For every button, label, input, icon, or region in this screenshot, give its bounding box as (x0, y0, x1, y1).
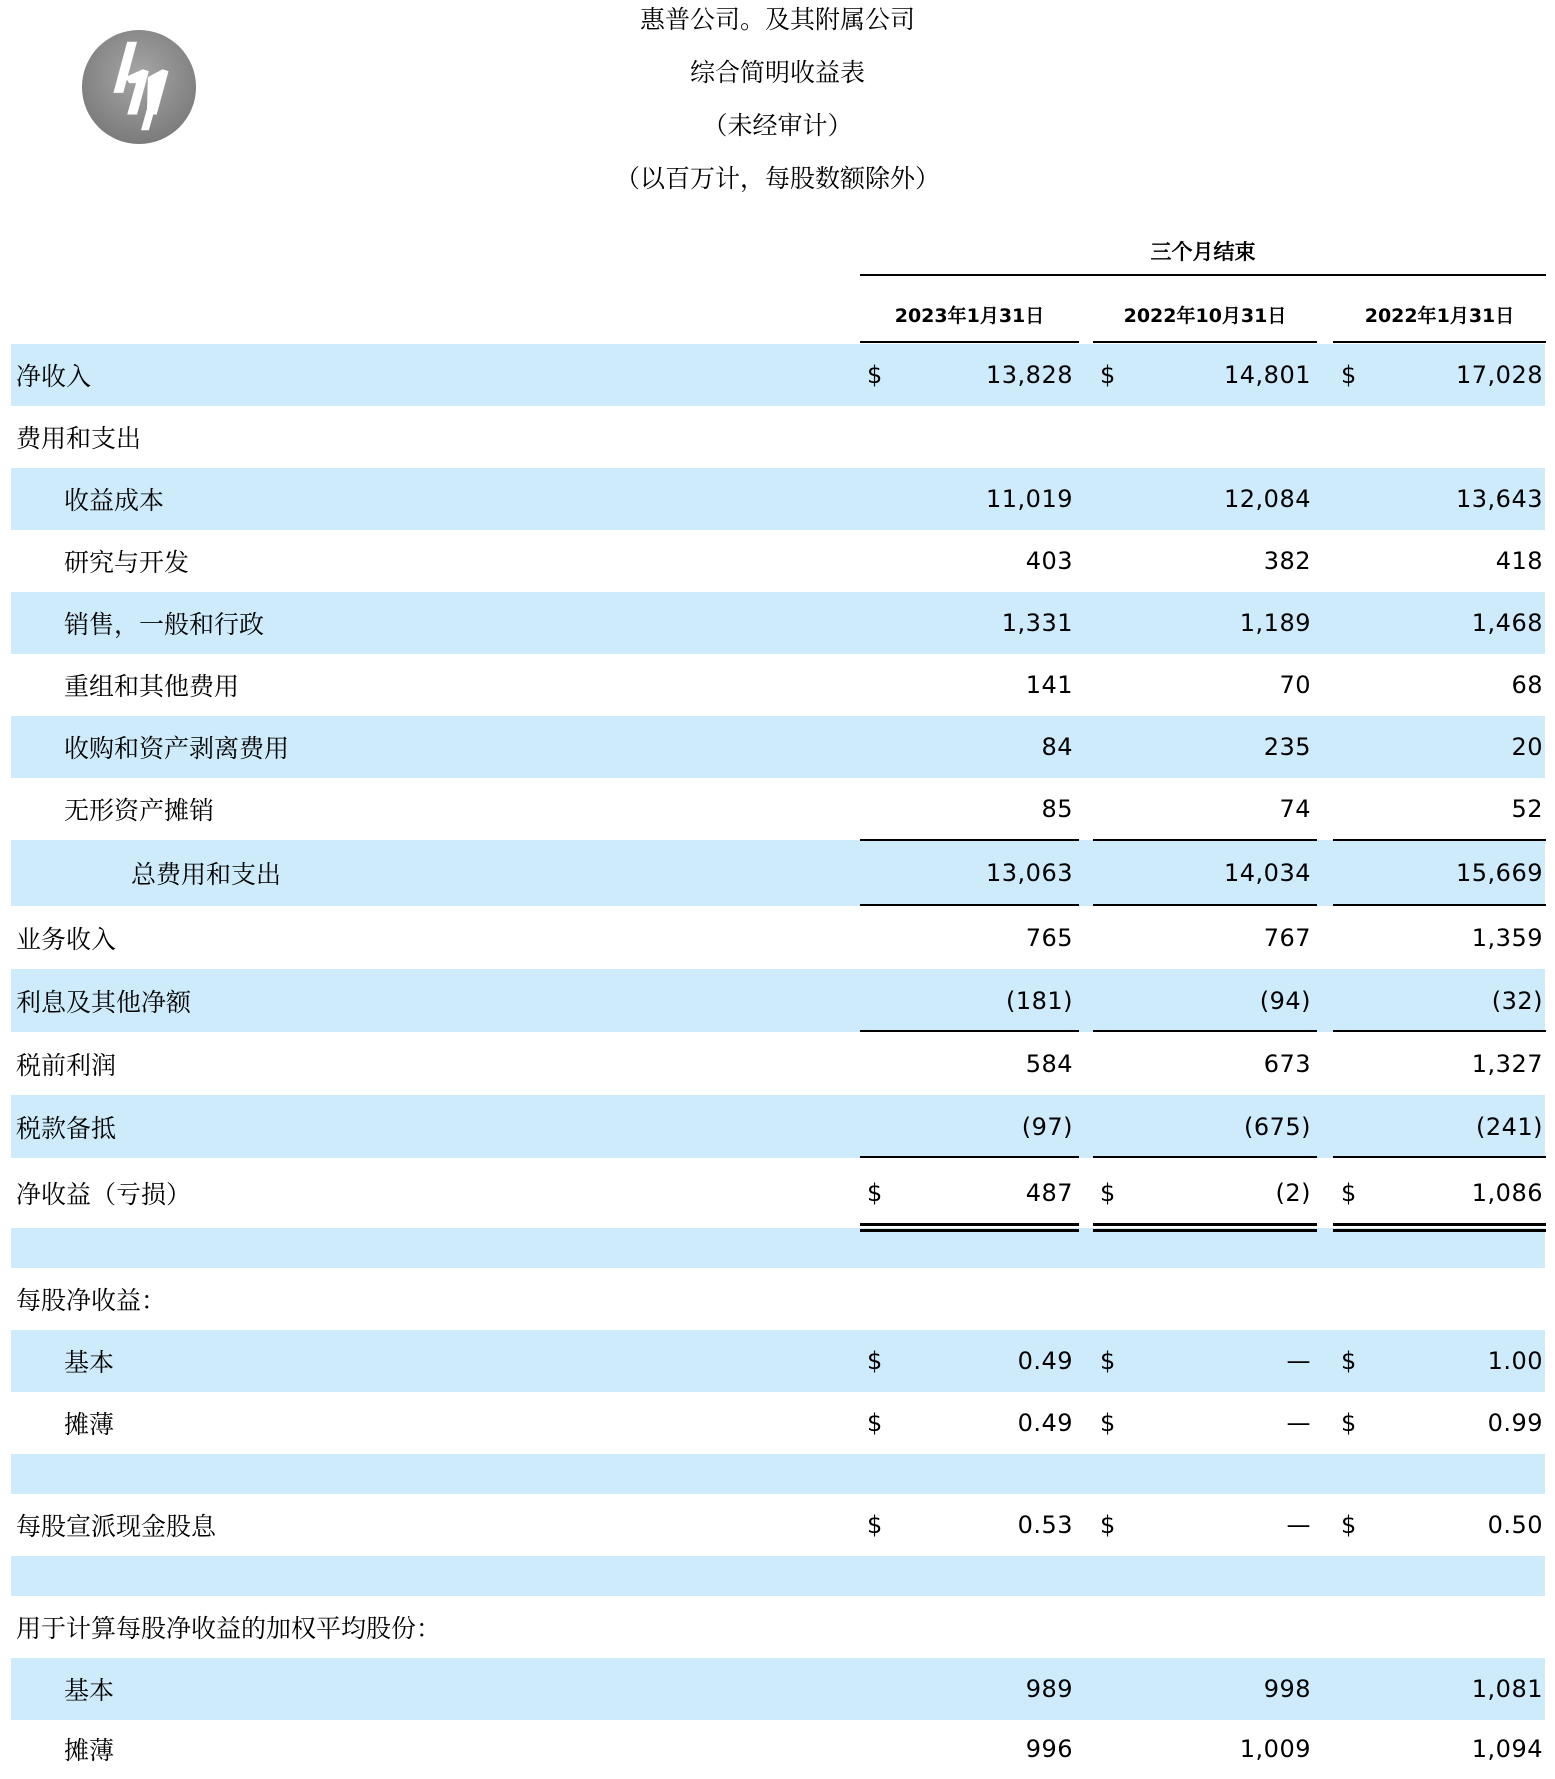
table-cell: — (1286, 1347, 1311, 1375)
column-rule (1333, 904, 1546, 906)
table-cell: 1,094 (1471, 1735, 1543, 1763)
currency-symbol: $ (867, 1409, 883, 1437)
table-cell: (94) (1259, 986, 1311, 1015)
period-rule (860, 274, 1546, 276)
currency-symbol: $ (1341, 361, 1357, 389)
table-row (11, 1330, 1545, 1392)
column-rule (860, 904, 1079, 906)
table-cell: 1,189 (1239, 609, 1311, 637)
column-rule (1093, 1030, 1317, 1032)
double-rule (1333, 1223, 1546, 1232)
table-cell: (181) (1005, 986, 1073, 1015)
table-row (11, 654, 1545, 716)
currency-symbol: $ (867, 361, 883, 389)
row-label: 基本 (64, 1348, 115, 1377)
row-label: 利息及其他净额 (16, 987, 192, 1017)
row-label: 收益成本 (64, 486, 165, 515)
table-cell: 1,081 (1471, 1675, 1543, 1703)
table-cell: 1,359 (1471, 923, 1543, 952)
row-label: 摊薄 (64, 1410, 115, 1439)
currency-symbol: $ (867, 1511, 883, 1539)
table-cell: 20 (1511, 733, 1543, 761)
table-cell: 84 (1041, 733, 1073, 761)
column-rule (860, 839, 1079, 841)
table-cell: (2) (1275, 1179, 1311, 1207)
table-row (11, 1658, 1545, 1720)
table-cell: 1.00 (1487, 1347, 1543, 1375)
row-label: 税前利润 (16, 1050, 117, 1080)
table-cell: 235 (1263, 733, 1311, 761)
company-name: 惠普公司。及其附属公司 (639, 5, 915, 34)
column-rule (1333, 839, 1546, 841)
table-cell: 673 (1263, 1049, 1311, 1078)
row-label: 基本 (64, 1676, 115, 1705)
table-cell: 1,009 (1239, 1735, 1311, 1763)
table-cell: 998 (1263, 1675, 1311, 1703)
statement-title: 综合简明收益表 (689, 58, 865, 87)
column-rule (860, 1156, 1079, 1158)
table-row (11, 468, 1545, 530)
table-cell: 0.49 (1017, 1347, 1073, 1375)
table-cell: 989 (1025, 1675, 1073, 1703)
row-label: 净收入 (16, 362, 92, 391)
table-cell: 1,331 (1001, 609, 1073, 637)
table-row (11, 1392, 1545, 1454)
table-cell: 403 (1025, 547, 1073, 575)
row-label: 研究与开发 (64, 548, 190, 577)
table-row (11, 1596, 1545, 1658)
table-row (11, 1032, 1545, 1095)
table-cell: 1,086 (1471, 1179, 1543, 1207)
currency-symbol: $ (1100, 1347, 1116, 1375)
table-cell: 0.53 (1017, 1511, 1073, 1539)
row-label: 收购和资产剥离费用 (64, 734, 290, 763)
column-header: 2022年10月31日 (1123, 305, 1287, 327)
table-cell: 0.49 (1017, 1409, 1073, 1437)
table-row (11, 1228, 1545, 1268)
currency-symbol: $ (1100, 1179, 1116, 1207)
table-row (11, 1720, 1545, 1778)
table-cell: 487 (1025, 1179, 1073, 1207)
table-cell: 141 (1025, 671, 1073, 699)
table-row (11, 1268, 1545, 1330)
table-cell: (675) (1243, 1112, 1311, 1141)
row-label: 每股净收益： (16, 1286, 167, 1315)
currency-symbol: $ (1100, 361, 1116, 389)
column-rule (1093, 904, 1317, 906)
table-cell: (32) (1491, 986, 1543, 1015)
column-header: 2022年1月31日 (1364, 305, 1515, 327)
table-row (11, 1556, 1545, 1596)
table-cell: 13,828 (986, 361, 1073, 389)
table-cell: 0.50 (1487, 1511, 1543, 1539)
table-row (11, 969, 1545, 1032)
table-row (11, 592, 1545, 654)
table-cell: (97) (1021, 1112, 1073, 1141)
table-cell: 17,028 (1456, 361, 1543, 389)
table-cell: 1,468 (1471, 609, 1543, 637)
column-rule (860, 1030, 1079, 1032)
row-label: 销售，一般和行政 (64, 610, 265, 639)
column-rule (1093, 341, 1317, 343)
table-cell: 70 (1279, 671, 1311, 699)
table-cell: 14,034 (1224, 859, 1311, 887)
currency-symbol: $ (1341, 1409, 1357, 1437)
table-cell: 68 (1511, 671, 1543, 699)
currency-symbol: $ (867, 1347, 883, 1375)
row-label: 每股宣派现金股息 (16, 1512, 217, 1541)
table-cell: 584 (1025, 1049, 1073, 1078)
currency-symbol: $ (1100, 1511, 1116, 1539)
table-row (11, 716, 1545, 778)
row-label: 用于计算每股净收益的加权平均股份： (16, 1614, 442, 1643)
table-cell: 996 (1025, 1735, 1073, 1763)
double-rule (860, 1223, 1079, 1232)
row-label: 净收益（亏损） (16, 1180, 192, 1209)
table-cell: 418 (1495, 547, 1543, 575)
period-header: 三个月结束 (1150, 240, 1256, 264)
table-cell: 13,643 (1456, 485, 1543, 513)
table-row (11, 1494, 1545, 1556)
table-row (11, 1158, 1545, 1228)
column-rule (1333, 1156, 1546, 1158)
table-row (11, 906, 1545, 969)
row-label: 总费用和支出 (131, 860, 282, 889)
audit-note: （未经审计） (702, 111, 853, 140)
row-label: 摊薄 (64, 1736, 115, 1765)
column-rule (1093, 1156, 1317, 1158)
row-label: 税款备抵 (16, 1113, 117, 1143)
table-cell: — (1286, 1511, 1311, 1539)
column-rule (1093, 839, 1317, 841)
table-cell: 15,669 (1456, 859, 1543, 887)
column-rule (1333, 341, 1546, 343)
table-row (11, 840, 1545, 906)
table-cell: — (1286, 1409, 1311, 1437)
double-rule (1093, 1223, 1317, 1232)
table-row (11, 778, 1545, 840)
table-cell: 52 (1511, 795, 1543, 823)
currency-symbol: $ (1341, 1347, 1357, 1375)
table-cell: 1,327 (1471, 1049, 1543, 1078)
table-cell: 767 (1263, 923, 1311, 952)
currency-symbol: $ (1341, 1511, 1357, 1539)
table-cell: 765 (1025, 923, 1073, 952)
row-label: 重组和其他费用 (64, 672, 240, 701)
table-row (11, 406, 1545, 468)
table-cell: 11,019 (986, 485, 1073, 513)
table-cell: 74 (1279, 795, 1311, 823)
units-note: （以百万计，每股数额除外） (614, 164, 940, 193)
row-label: 费用和支出 (16, 424, 142, 453)
table-cell: 382 (1263, 547, 1311, 575)
table-row (11, 530, 1545, 592)
table-cell: (241) (1475, 1112, 1543, 1141)
table-row (11, 1095, 1545, 1158)
currency-symbol: $ (1341, 1179, 1357, 1207)
table-cell: 85 (1041, 795, 1073, 823)
table-cell: 14,801 (1224, 361, 1311, 389)
table-cell: 12,084 (1224, 485, 1311, 513)
currency-symbol: $ (867, 1179, 883, 1207)
column-rule (860, 341, 1079, 343)
table-row (11, 344, 1545, 406)
column-rule (1333, 1030, 1546, 1032)
table-row (11, 1454, 1545, 1494)
currency-symbol: $ (1100, 1409, 1116, 1437)
column-header: 2023年1月31日 (894, 305, 1045, 327)
row-label: 无形资产摊销 (64, 796, 215, 825)
row-label: 业务收入 (16, 924, 117, 954)
table-cell: 13,063 (986, 859, 1073, 887)
table-cell: 0.99 (1487, 1409, 1543, 1437)
